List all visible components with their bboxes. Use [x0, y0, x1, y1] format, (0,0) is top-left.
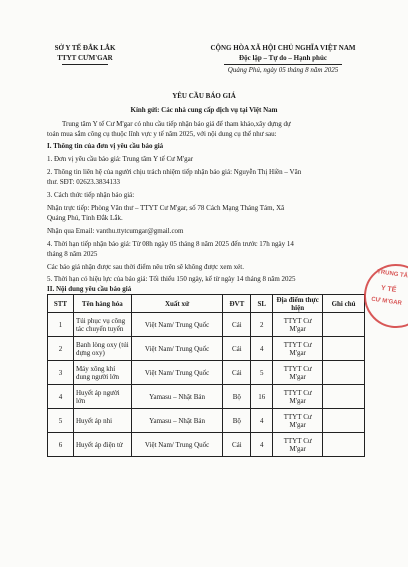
official-stamp: [360, 260, 408, 332]
document-title: YÊU CẦU BÁO GIÁ: [172, 92, 236, 100]
cell-quantity: 4: [251, 409, 273, 433]
cell-origin: Yamasu – Nhật Bản: [131, 409, 223, 433]
cell-note: [323, 409, 365, 433]
item-1: 1. Đơn vị yêu cầu báo giá: Trung tâm Y tế Cư M'gar: [47, 155, 194, 163]
section-2-heading: II. Nội dung yêu cầu báo giá: [47, 285, 132, 293]
country-name: CỘNG HÒA XÃ HỘI CHỦ NGHĨA VIỆT NAM: [210, 44, 356, 52]
cell-stt: 6: [48, 433, 74, 457]
cell-unit: Cái: [223, 433, 251, 457]
cell-location: TTYT Cư M'gar: [273, 433, 323, 457]
cell-location: TTYT Cư M'gar: [273, 313, 323, 337]
header-item-name: Tên hàng hóa: [73, 295, 131, 313]
national-motto: Độc lập – Tự do – Hạnh phúc: [239, 54, 327, 62]
cell-stt: 4: [48, 385, 74, 409]
cell-stt: 2: [48, 337, 74, 361]
cell-stt: 3: [48, 361, 74, 385]
cell-origin: Việt Nam/ Trung Quốc: [131, 433, 223, 457]
cell-quantity: 5: [251, 361, 273, 385]
table-row: [48, 361, 365, 385]
cell-unit: Bộ: [223, 385, 251, 409]
stamp-text-top: TRUNG TÂ: [376, 269, 408, 280]
table-row: [48, 385, 365, 409]
item-3: 3. Cách thức tiếp nhận báo giá:: [47, 191, 135, 199]
table-row: [48, 409, 365, 433]
cell-quantity: 4: [251, 433, 273, 457]
item-2b: thư. SĐT: 02623.3834133: [47, 178, 121, 186]
stamp-text-middle: Y TẾ: [380, 284, 397, 294]
item-2a: 2. Thông tin liên hệ của người chịu trách nhiệm tiếp nhận báo giá: Nguyễn Thị Hiền – Văn: [47, 168, 302, 176]
header-origin: Xuất xứ: [131, 295, 223, 313]
item-3a: Nhận trực tiếp: Phòng Văn thư – TTYT Cư M'gar, số 78 Cách Mạng Tháng Tám, Xã: [47, 204, 285, 212]
section-1-heading: I. Thông tin của đơn vị yêu cầu báo giá: [47, 142, 164, 150]
cell-item-name: Máy xông khí dung người lớn: [73, 361, 131, 385]
cell-origin: Việt Nam/ Trung Quốc: [131, 361, 223, 385]
cell-unit: Cái: [223, 313, 251, 337]
item-3b: Quảng Phú, Tỉnh Đắk Lắk.: [47, 214, 123, 222]
cell-item-name: Túi phục vụ công tác chuyển tuyến: [73, 313, 131, 337]
item-5: 5. Thời hạn có hiệu lực của báo giá: Tối thiểu 150 ngày, kể từ ngày 14 tháng 8 năm 2025: [47, 275, 296, 283]
cell-quantity: 16: [251, 385, 273, 409]
cell-unit: Cái: [223, 361, 251, 385]
cell-location: TTYT Cư M'gar: [273, 409, 323, 433]
cell-quantity: 4: [251, 337, 273, 361]
header-location: Địa điểm thực hiện: [273, 295, 323, 313]
date-line: Quảng Phú, ngày 05 tháng 8 năm 2025: [227, 66, 339, 74]
cell-unit: Cái: [223, 337, 251, 361]
cell-origin: Yamasu – Nhật Bản: [131, 385, 223, 409]
cell-note: [323, 433, 365, 457]
issuer-department: SỞ Y TẾ ĐẮK LẮK: [54, 44, 116, 52]
cell-origin: Việt Nam/ Trung Quốc: [131, 313, 223, 337]
table-header-row: [48, 295, 365, 313]
item-3c: Nhận qua Email: vanthu.ttytcumgar@gmail.com: [47, 227, 184, 235]
item-4a: 4. Thời hạn tiếp nhận báo giá: Từ 08h ngày 05 tháng 8 năm 2025 đến trước 17h ngày 14: [47, 240, 294, 248]
item-4c: Các báo giá nhận được sau thời điểm nêu trên sẽ không được xem xét.: [47, 263, 244, 271]
header-stt: STT: [48, 295, 74, 313]
table-row: [48, 433, 365, 457]
cell-note: [323, 337, 365, 361]
cell-item-name: Huyết áp người lớn: [73, 385, 131, 409]
cell-item-name: Huyết áp điện tử: [73, 433, 131, 457]
recipient-line: Kính gửi: Các nhà cung cấp dịch vụ tại Việt Nam: [130, 106, 278, 114]
issuer-center: TTYT CƯM'GAR: [57, 54, 113, 62]
cell-item-name: Huyết áp nhi: [73, 409, 131, 433]
intro-line-1: Trung tâm Y tế Cư M'gar có nhu cầu tiếp nhận báo giá để tham khảo,xây dựng dự: [62, 120, 291, 128]
cell-unit: Bộ: [223, 409, 251, 433]
cell-location: TTYT Cư M'gar: [273, 385, 323, 409]
header-note: Ghi chú: [323, 295, 365, 313]
cell-item-name: Banh lòng oxy (túi dựng oxy): [73, 337, 131, 361]
quotation-table: [47, 294, 365, 457]
cell-location: TTYT Cư M'gar: [273, 361, 323, 385]
cell-note: [323, 361, 365, 385]
cell-quantity: 2: [251, 313, 273, 337]
cell-note: [323, 313, 365, 337]
motto-underline: [224, 64, 342, 65]
intro-line-2: toán mua sắm công cụ thuộc lĩnh vực y tế năm 2025, với nội dung cụ thể như sau:: [47, 130, 277, 138]
issuer-underline: [62, 64, 108, 65]
cell-stt: 5: [48, 409, 74, 433]
cell-origin: Việt Nam/ Trung Quốc: [131, 337, 223, 361]
table-row: [48, 337, 365, 361]
header-quantity: SL: [251, 295, 273, 313]
table-row: [48, 313, 365, 337]
header-unit: ĐVT: [223, 295, 251, 313]
stamp-text-bottom: CƯ M'GAR: [370, 296, 403, 307]
cell-location: TTYT Cư M'gar: [273, 337, 323, 361]
cell-stt: 1: [48, 313, 74, 337]
cell-note: [323, 385, 365, 409]
item-4b: tháng 8 năm 2025: [47, 250, 98, 258]
